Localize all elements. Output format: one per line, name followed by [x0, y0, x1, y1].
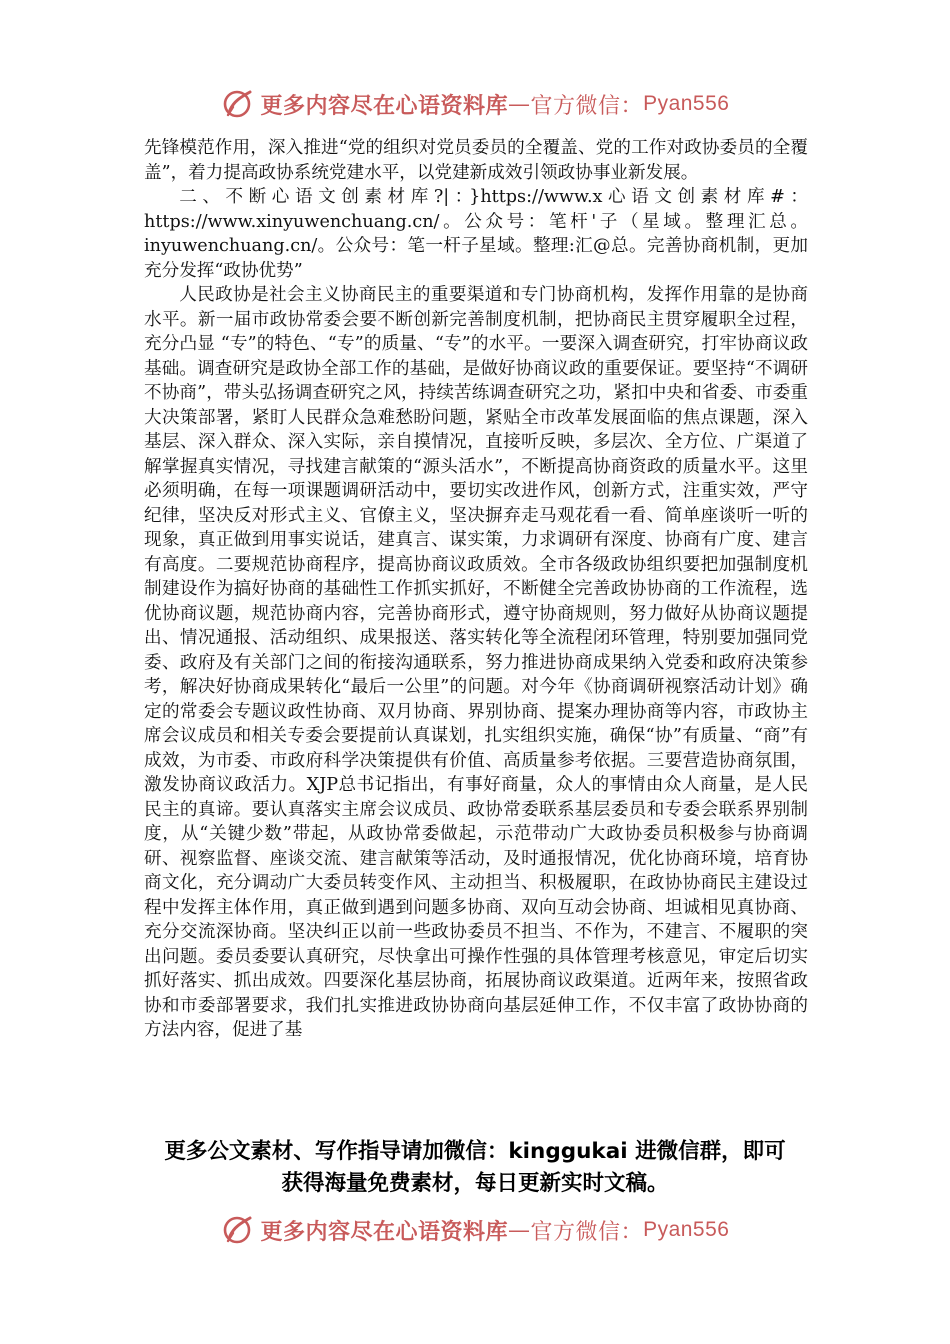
footer-banner [0, 1208, 950, 1252]
header-banner [0, 82, 950, 126]
paragraph-main: 人民政协是社会主义协商民主的重要渠道和专门协商机构，发挥作用靠的是协商水平。新一届市政协常委会要不断创新完善制度机制，把协商民主贯穿履职全过程，充分凸显 “专”的特色、“专”的质量、“专”的水平。一要深入调查研究，打牢协商议政基础。调查研究是政协全部工作的基础，是做好协商议政的重要保证。要坚持“不调研不协商”，带头弘扬调查研究之风，持续苦练调查研究之功，紧扣中央和省委、市委重大决策部署，紧盯人民群众急难愁盼问题，紧贴全市改革发展面临的焦点课题，深入基层、深入群众、深入实际，亲自摸情况，直接听反映，多层次、全方位、广渠道了解掌握真实情况，寻找建言献策的“源头活水”，不断提高协商资政的质量水平。这里必须明确，在每一项课题调研活动中，要切实改进作风，创新方式，注重实效，严守纪律，坚决反对形式主义、官僚主义，坚决摒弃走马观花看一看、简单座谈听一听的现象，真正做到用事实说话，建真言、谋实策，力求调研有深度、协商有广度、建言有高度。二要规范协商程序，提高协商议政质效。全市各级政协组织要把加强制度机制建设作为搞好协商的基础性工作抓实抓好，不断健全完善政协协商的工作流程，选优协商议题，规范协商内容，完善协商形式，遵守协商规则，努力做好从协商议题提出、情况通报、活动组织、成果报送、落实转化等全流程闭环管理，特别要加强同党委、政府及有关部门之间的衔接沟通联系，努力推进协商成果纳入党委和政府决策参考，解决好协商成果转化“最后一公里”的问题。对今年《协商调研视察活动计划》确定的常委会专题议政性协商、双月协商、界别协商、提案办理协商等内容，市政协主席会议成员和相关专委会要提前认真谋划，扎实组织实施，确保“协”有质量、“商”有成效，为市委、市政府科学决策提供有价值、高质量参考依据。三要营造协商氛围，激发协商议政活力。XJP总书记指出，有事好商量，众人的事情由众人商量，是人民民主的真谛。要认真落实主席会议成员、政协常委联系基层委员和专委会联系界别制度，从“关键少数”带起，从政协常委做起，示范带动广大政协委员积极参与协商调研、视察监督、座谈交流、建言献策等活动，及时通报情况，优化协商环境，培育协商文化，充分调动广大委员转变作风、主动担当、积极履职，在政协协商民主建设过程中发挥主体作用，真正做到遇到问题多协商、双向互动会协商、坦诚相见真协商、充分交流深协商。坚决纠正以前一些政协委员不担当、不作为，不建言、不履职的突出问题。委员委要认真研究，尽快拿出可操作性强的具体管理考核意见，审定后切实抓好落实、抓出成效。四要深化基层协商，拓展协商议政渠道。近两年来，按照省政协和市委部署要求，我们扎实推进政协协商向基层延伸工作，不仅丰富了政协协商的方法内容，促进了基 [144, 285, 808, 1040]
banner-official-label: 官方微信： [530, 1219, 644, 1245]
paragraph-continuation: 先锋模范作用，深入推进“党的组织对党员委员的全覆盖、党的工作对政协委员的全覆盖”，着力提高政协系统党建水平，以党建新成效引领政协事业新发展。 [144, 138, 808, 183]
banner-official-label: 官方微信： [530, 93, 644, 119]
banner-separator: — [508, 1217, 531, 1243]
pen-swirl-logo-icon [221, 1213, 255, 1247]
banner-brand-text: 更多内容尽在心语资料库 [260, 1218, 509, 1245]
section-heading-2: 二、不断心语文创素材库?|：}https://www.x心语文创素材库#：https://www.xinyuwenchuang.cn/。公众号：笔杆'子（星域。整理汇总。inyuwenchuang.cn/。公众号：笔一杆子星域。整理:汇@总。完善协商机制，更加充分发挥“政协优势” [144, 187, 808, 281]
banner-brand-text: 更多内容尽在心语资料库 [260, 92, 509, 119]
banner-wechat-handle: Pyan556 [643, 1218, 730, 1241]
document-body [144, 136, 808, 1043]
pen-swirl-logo-icon [221, 87, 255, 121]
banner-separator: — [508, 91, 531, 117]
promo-line-1: 更多公文素材、写作指导请加微信：kinggukai 进微信群，即可 [164, 1139, 786, 1164]
banner-wechat-handle: Pyan556 [643, 92, 730, 115]
promo-line-2: 获得海量免费素材，每日更新实时文稿。 [281, 1171, 669, 1196]
promo-notice [120, 1136, 830, 1200]
